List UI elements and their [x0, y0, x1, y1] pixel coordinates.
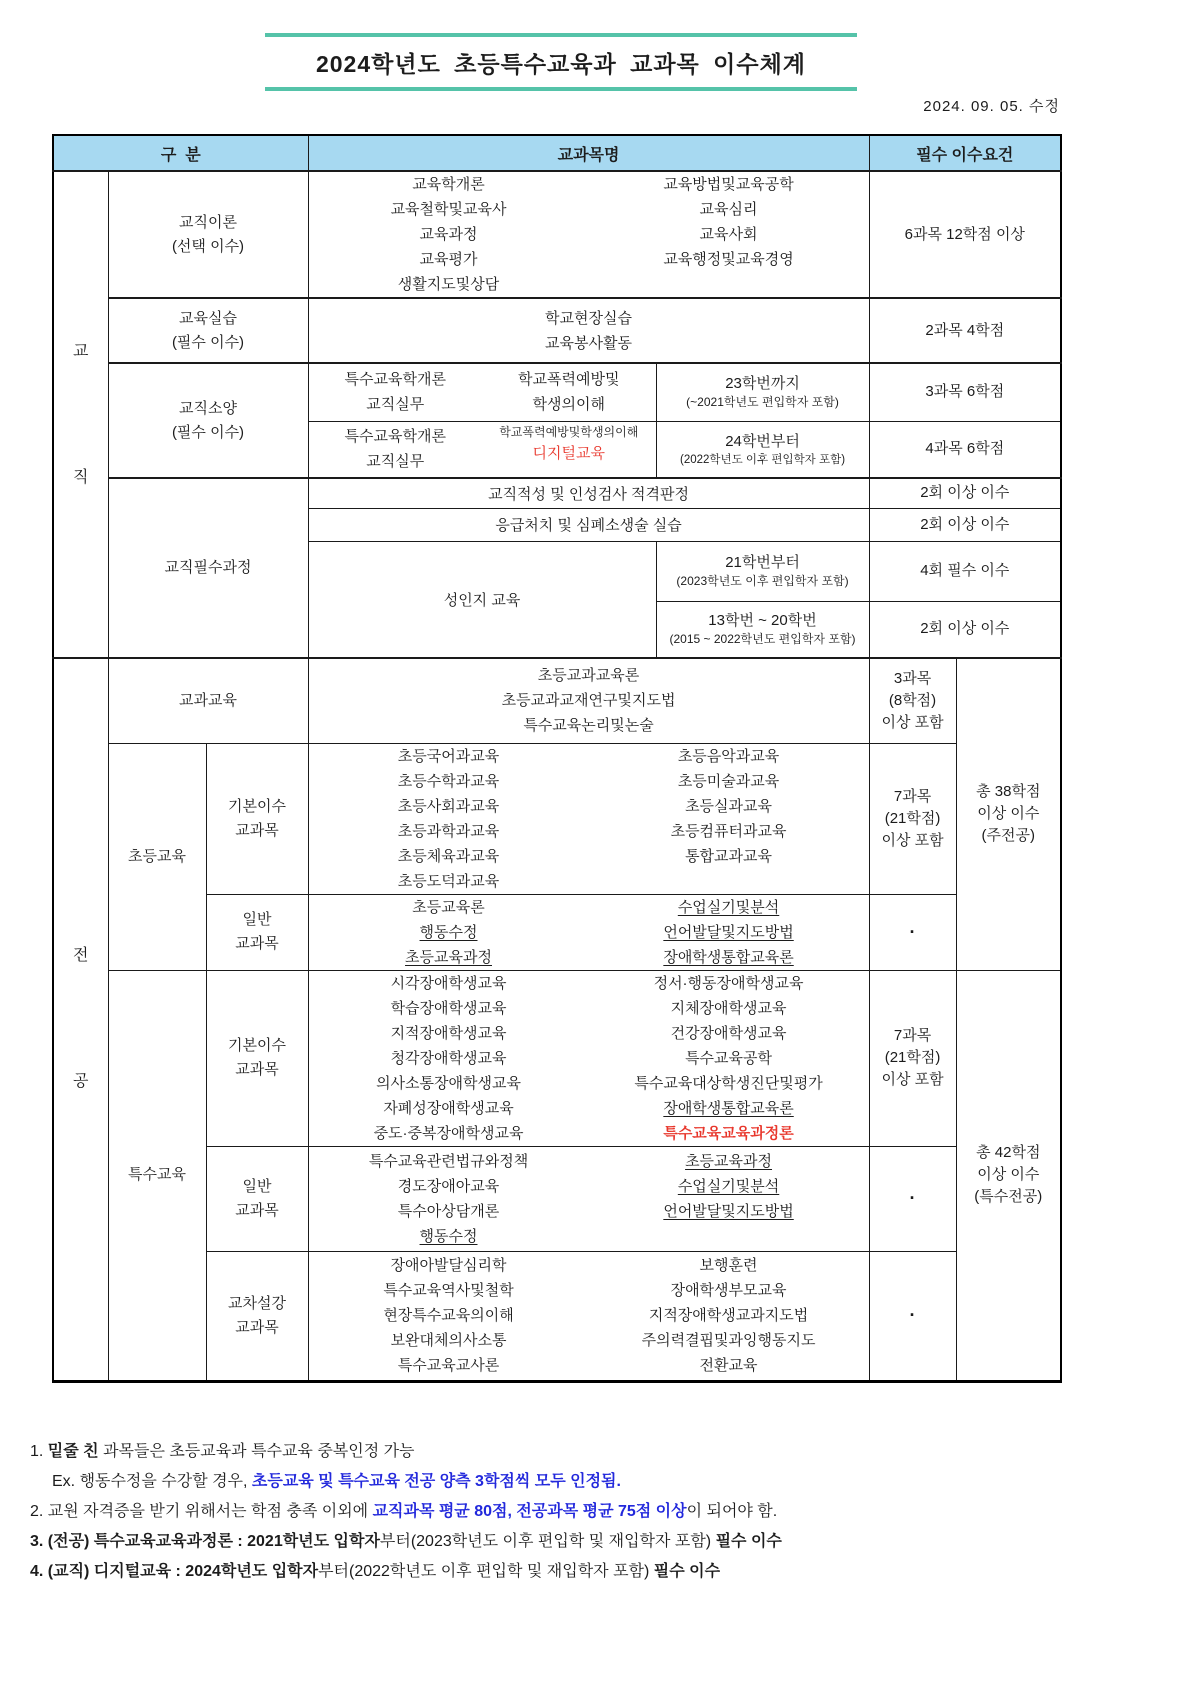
cell-practicum-courses	[308, 298, 869, 363]
cell-elementary-basic-courses	[308, 743, 869, 894]
gyojik-label-char: 교	[73, 342, 89, 360]
cell-gyojik-label	[53, 171, 108, 658]
cohort-label: 24학번부터	[725, 432, 800, 450]
note-text-bold: 3. (전공) 특수교육교육과정론 : 2021학년도 입학자	[30, 1533, 380, 1550]
course-item: 초등컴퓨터과교육	[670, 822, 787, 840]
course-item: 특수교육논리및논술	[523, 717, 654, 735]
course-item: 초등체육과교육	[397, 847, 500, 865]
note-text: 과목들은 초등교육과 특수교육 중복인정 가능	[98, 1443, 415, 1460]
cell-special-general-requirement: ·	[869, 1146, 956, 1251]
cohort-label: 23학번까지	[725, 375, 800, 393]
course-column-right	[589, 971, 869, 1146]
requirement-line: (8학점)	[888, 691, 937, 709]
course-column-left	[309, 424, 483, 474]
note-3	[30, 1527, 1170, 1557]
course-item: 교육봉사활동	[545, 334, 632, 352]
course-column-left	[309, 744, 589, 894]
course-item: 생활지도및상담	[397, 276, 500, 293]
note-text: 부터(2022학년도 이후 편입학 및 재입학자 포함)	[318, 1563, 654, 1580]
requirement-line: (21학점)	[884, 1049, 941, 1066]
course-column-left	[309, 1253, 589, 1378]
course-item: 초등도덕과교육	[397, 872, 500, 890]
course-item: 교육평가	[419, 251, 478, 268]
course-item: 초등음악과교육	[677, 747, 780, 765]
category-name: 일반	[242, 1177, 272, 1195]
course-item: 초등과학과교육	[397, 822, 500, 840]
course-item: 교육방법및교육공학	[663, 176, 794, 193]
cell-pilsu-category: 교직필수과정	[108, 478, 308, 658]
row-soyang-1	[53, 363, 1061, 421]
cohort-sub-label: (2015 ~ 2022학년도 편입학자 포함)	[669, 632, 856, 647]
course-column-right	[482, 424, 656, 474]
course-item: 특수교육학개론	[344, 428, 446, 446]
course-column-left	[309, 1149, 589, 1249]
course-item: 초등수학과교육	[397, 772, 500, 790]
header-subject: 교과목명	[308, 135, 869, 171]
cell-gender2-requirement: 2회 이상 이수	[869, 601, 1061, 658]
requirement-line: 7과목	[893, 1027, 932, 1044]
category-name: 기본이수	[228, 1037, 286, 1054]
cell-special-basic-requirement	[869, 970, 956, 1146]
category-name: 교과목	[235, 1201, 279, 1219]
course-item-special-curriculum: 특수교육교육과정론	[663, 1124, 794, 1142]
note-text-bold: 4. (교직) 디지털교육 : 2024학년도 입학자	[30, 1563, 319, 1580]
category-name: 교과목	[235, 935, 279, 952]
category-sub: (선택 이수)	[171, 237, 245, 255]
requirement-line: 7과목	[893, 787, 932, 805]
course-column-right	[589, 895, 869, 970]
note-4	[30, 1557, 1170, 1587]
cell-gender1-requirement: 4회 필수 이수	[869, 541, 1061, 601]
course-item: 초등사회과교육	[397, 797, 500, 815]
total-line: (특수전공)	[974, 1188, 1043, 1205]
course-item: 특수교육학개론	[344, 371, 446, 389]
course-item: 초등교육과정	[405, 948, 492, 966]
cell-theory-category	[108, 171, 308, 298]
note-1	[30, 1437, 1170, 1467]
course-item: 특수교육관련법규와정책	[368, 1152, 529, 1170]
course-item: 의사소통장애학생교육	[376, 1074, 521, 1092]
course-item: 시각장애학생교육	[390, 974, 507, 992]
note-text-bold: 필수 이수	[653, 1563, 721, 1580]
course-column-right	[589, 1253, 869, 1378]
total-line: (주전공)	[981, 827, 1036, 845]
course-item: 지적장애학생교육	[390, 1024, 507, 1042]
course-item: 교육행정및교육경영	[663, 251, 794, 268]
course-item: 장애아발달심리학	[390, 1257, 507, 1274]
note-text-blue: 초등교육 및 특수교육 전공 양측 3학점씩 모두 인정됨.	[251, 1473, 621, 1490]
cell-elementary-category: 초등교육	[108, 743, 206, 970]
cell-gender-course: 성인지 교육	[308, 541, 656, 658]
row-elementary-basic	[53, 743, 1061, 894]
page-title: 2024학년도 초등특수교육과 교과목 이수체계	[315, 51, 807, 77]
course-item: 초등미술과교육	[677, 772, 780, 790]
requirement-line: 이상 포함	[881, 831, 944, 849]
cell-soyang1-cohort	[656, 363, 869, 421]
cell-special-basic-courses	[308, 970, 869, 1146]
cell-elementary-basic-requirement	[869, 743, 956, 894]
header-gubun: 구 분	[53, 135, 308, 171]
revision-date: 2024. 09. 05. 수정	[923, 98, 1060, 115]
course-column-left	[309, 367, 483, 417]
cell-soyang2-cohort	[656, 421, 869, 478]
cell-cpr-requirement: 2회 이상 이수	[869, 508, 1061, 541]
note-2	[30, 1497, 1170, 1527]
row-aptitude	[53, 478, 1061, 508]
course-item: 언어발달및지도방법	[663, 1202, 794, 1220]
category-name: 교과목	[235, 821, 279, 839]
course-item: 초등교육과정	[685, 1152, 773, 1170]
requirement-line: (21학점)	[884, 809, 941, 827]
gyojik-label-char: 직	[73, 468, 89, 486]
course-column-right	[589, 172, 869, 297]
course-item: 행동수정	[419, 923, 478, 941]
course-item: 청각장애학생교육	[390, 1049, 507, 1067]
category-name: 교육실습	[179, 309, 237, 327]
course-item: 수업실기및분석	[677, 1177, 780, 1195]
cell-gyogwa-requirement	[869, 658, 956, 743]
cell-elementary-general-category	[206, 894, 308, 970]
cell-elementary-general-requirement: ·	[869, 894, 956, 970]
course-item: 학교폭력예방및학생의이해	[499, 425, 639, 440]
cohort-sub-label: (2022학년도 이후 편입학자 포함)	[680, 453, 846, 466]
total-line: 이상 이수	[977, 1166, 1040, 1183]
course-item: 수업실기및분석	[677, 898, 780, 916]
title-bottom-rule	[265, 87, 857, 91]
course-item: 장애학생부모교육	[670, 1282, 787, 1299]
course-item: 특수아상담개론	[397, 1202, 500, 1220]
cell-total-special-major	[956, 970, 1061, 1381]
cell-theory-requirement: 6과목 12학점 이상	[869, 171, 1061, 298]
course-item: 중도·중복장애학생교육	[373, 1124, 524, 1142]
note-text-blue: 교직과목 평균 80점, 전공과목 평균 75점 이상	[372, 1503, 687, 1520]
course-column-right	[482, 367, 656, 417]
note-text-bold: 필수 이수	[715, 1533, 782, 1550]
category-name: 교차설강	[228, 1294, 286, 1312]
course-item: 지적장애학생교과지도법	[648, 1307, 809, 1324]
cell-soyang1-courses	[308, 363, 656, 421]
total-line: 총 38학점	[976, 783, 1041, 801]
category-name: 교직소양	[179, 399, 237, 417]
requirement-line: 이상 포함	[881, 1071, 944, 1088]
cell-special-general-courses	[308, 1146, 869, 1251]
cell-gender2-cohort	[656, 601, 869, 658]
cell-soyang2-requirement: 4과목 6학점	[869, 421, 1061, 478]
row-gyogwa	[53, 658, 1061, 743]
header-requirement: 필수 이수요건	[869, 135, 1061, 171]
category-name: 일반	[242, 911, 272, 928]
course-item: 행동수정	[419, 1227, 478, 1245]
category-name: 교직이론	[179, 213, 237, 231]
cohort-sub-label: (2023학년도 이후 편입학자 포함)	[676, 574, 849, 588]
course-item: 특수교육대상학생진단및평가	[634, 1074, 823, 1092]
course-item: 장애학생통합교육론	[663, 948, 794, 966]
total-line: 총 42학점	[976, 1144, 1041, 1161]
course-item: 현장특수교육의이해	[383, 1307, 514, 1324]
cell-gender1-cohort	[656, 541, 869, 601]
course-item: 교육심리	[699, 201, 758, 218]
cell-gyogwa-courses	[308, 658, 869, 743]
category-name: 기본이수	[228, 797, 286, 815]
course-item: 초등교과교육론	[537, 667, 640, 685]
course-column-left	[309, 971, 589, 1146]
cohort-label: 21학번부터	[725, 554, 800, 571]
course-item: 학교폭력예방및	[518, 371, 620, 389]
cell-aptitude-requirement: 2회 이상 이수	[869, 478, 1061, 508]
course-item: 특수교육공학	[685, 1049, 773, 1067]
course-column-right	[589, 744, 869, 894]
category-name: 교과목	[235, 1061, 279, 1078]
cell-gyogwa-category: 교과교육	[108, 658, 308, 743]
cell-total-main-major	[956, 658, 1061, 970]
course-item: 특수교육역사및철학	[383, 1282, 514, 1299]
cell-cross-courses	[308, 1251, 869, 1381]
course-item: 건강장애학생교육	[670, 1024, 787, 1042]
cell-soyang-category	[108, 363, 308, 478]
cell-special-general-category	[206, 1146, 308, 1251]
note-1-example	[30, 1467, 1170, 1497]
jeongong-label-char: 전	[73, 947, 89, 965]
row-practicum	[53, 298, 1061, 363]
row-special-basic	[53, 970, 1061, 1146]
cohort-label: 13학번 ~ 20학번	[708, 612, 817, 630]
course-item: 정서·행동장애학생교육	[653, 974, 804, 992]
cohort-sub-label: (~2021학년도 편입학자 포함)	[686, 395, 839, 410]
course-item: 통합교과교육	[685, 847, 773, 865]
course-item: 장애학생통합교육론	[663, 1099, 794, 1117]
cell-elementary-basic-category	[206, 743, 308, 894]
cell-cpr-course: 응급처치 및 심폐소생술 실습	[308, 508, 869, 541]
cell-special-category: 특수교육	[108, 970, 206, 1381]
row-theory	[53, 171, 1061, 298]
title-block	[265, 33, 857, 91]
cell-soyang2-courses	[308, 421, 656, 478]
jeongong-label-char: 공	[73, 1073, 89, 1091]
note-text: Ex. 행동수정을 수강할 경우,	[52, 1473, 252, 1490]
requirement-line: 이상 포함	[881, 713, 944, 731]
curriculum-table	[52, 134, 1062, 1383]
course-item: 초등교육론	[412, 898, 485, 916]
footnotes	[30, 1437, 1170, 1587]
note-text: 1.	[30, 1443, 48, 1460]
course-item: 보완대체의사소통	[390, 1332, 507, 1349]
course-column-left	[309, 895, 589, 970]
course-item: 전환교육	[699, 1357, 758, 1374]
course-item: 학생의이해	[532, 396, 605, 414]
course-item: 학습장애학생교육	[390, 999, 507, 1017]
cell-soyang1-requirement: 3과목 6학점	[869, 363, 1061, 421]
category-sub: (필수 이수)	[171, 423, 245, 441]
requirement-line: 3과목	[893, 669, 932, 687]
course-item: 언어발달및지도방법	[663, 923, 794, 941]
course-item: 교육과정	[419, 226, 478, 243]
cell-theory-courses	[308, 171, 869, 298]
cell-elementary-general-courses	[308, 894, 869, 970]
course-item: 교육학개론	[412, 176, 485, 193]
category-name: 교과목	[235, 1318, 279, 1336]
note-text-bold: 밑줄 친	[47, 1443, 99, 1460]
course-item: 초등교과교재연구및지도법	[501, 692, 676, 710]
course-column-left	[309, 172, 589, 297]
course-item-digital-education: 디지털교육	[532, 445, 605, 463]
course-item: 지체장애학생교육	[670, 999, 787, 1017]
cell-cross-requirement: ·	[869, 1251, 956, 1381]
course-item: 교육철학및교육사	[390, 201, 507, 218]
course-item: 특수교육교사론	[397, 1357, 500, 1374]
cell-practicum-category	[108, 298, 308, 363]
course-item: 자폐성장애학생교육	[383, 1099, 514, 1117]
course-item: 교직실무	[366, 453, 425, 471]
course-item: 보행훈련	[699, 1257, 758, 1274]
course-item: 초등국어과교육	[397, 747, 500, 765]
course-item: 초등실과교육	[685, 797, 773, 815]
cell-aptitude-course: 교직적성 및 인성검사 적격판정	[308, 478, 869, 508]
course-column-right	[589, 1149, 869, 1249]
course-item: 주의력결핍및과잉행동지도	[641, 1332, 816, 1349]
course-item: 경도장애아교육	[397, 1177, 500, 1195]
table-header-row	[53, 135, 1061, 171]
course-item: 학교현장실습	[545, 309, 632, 327]
cell-practicum-requirement: 2과목 4학점	[869, 298, 1061, 363]
cell-special-basic-category	[206, 970, 308, 1146]
course-item: 교육사회	[699, 226, 758, 243]
total-line: 이상 이수	[977, 805, 1040, 823]
category-sub: (필수 이수)	[171, 333, 245, 351]
note-text: 2. 교원 자격증을 받기 위해서는 학점 충족 이외에	[30, 1503, 373, 1520]
cell-cross-category	[206, 1251, 308, 1381]
note-text: 이 되어야 함.	[686, 1503, 778, 1520]
note-text: 부터(2023학년도 이후 편입학 및 재입학자 포함)	[379, 1533, 716, 1550]
cell-jeongong-label	[53, 658, 108, 1381]
course-item: 교직실무	[366, 396, 425, 414]
